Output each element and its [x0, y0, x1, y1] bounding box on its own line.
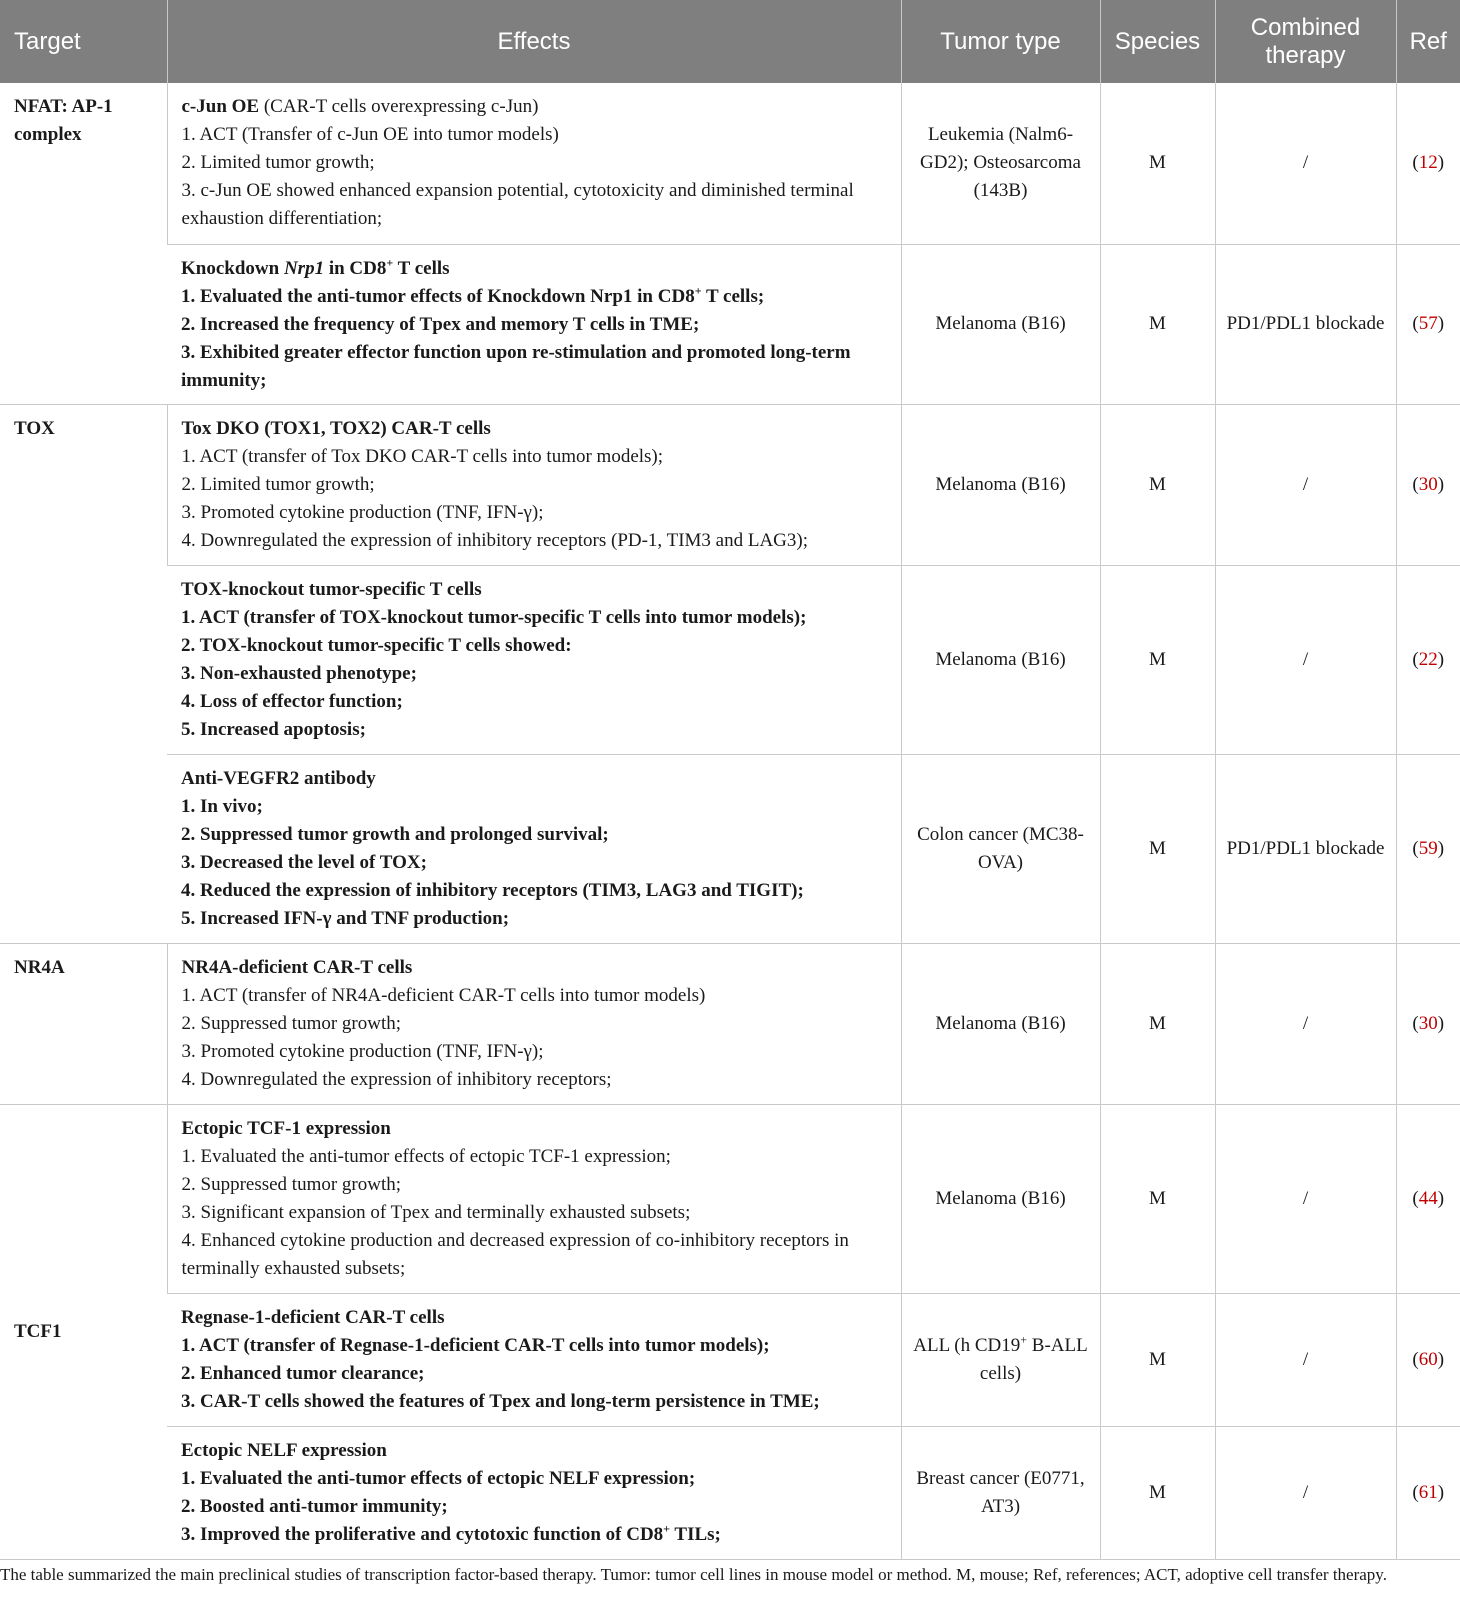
- combined-therapy-cell: /: [1215, 1104, 1396, 1293]
- header-effects: Effects: [167, 0, 901, 83]
- ref-link[interactable]: 61: [1418, 1481, 1438, 1503]
- ref-cell: [1396, 1426, 1460, 1559]
- table-row: [0, 565, 1460, 754]
- table-row: [0, 1293, 1460, 1426]
- table-row: [0, 754, 1460, 943]
- combined-therapy-cell: /: [1215, 1426, 1396, 1559]
- effects-cell: [167, 244, 901, 404]
- effect-line: 3. Promoted cytokine production (TNF, IFN-γ);: [181, 1040, 544, 1062]
- ref-open: (: [1412, 1012, 1419, 1034]
- effect-line: 1. ACT (transfer of Regnase-1-deficient CAR-T cells into tumor models);: [181, 1334, 770, 1356]
- effect-line: 4. Downregulated the expression of inhibitory receptors (PD-1, TIM3 and LAG3);: [181, 529, 809, 551]
- effect-line: 2. Suppressed tumor growth;: [181, 1173, 402, 1195]
- effect-line: 2. Increased the frequency of Tpex and memory T cells in TME;: [181, 313, 700, 335]
- effect-title-sup: +: [386, 255, 394, 270]
- species-cell: M: [1100, 244, 1215, 404]
- effect-line: 1. ACT (transfer of NR4A-deficient CAR-T cells into tumor models): [181, 984, 706, 1006]
- effect-title: NR4A-deficient CAR-T cells: [181, 956, 413, 978]
- combined-therapy-cell: /: [1215, 1293, 1396, 1426]
- target-cell: NFAT: AP-1 complex: [0, 83, 167, 404]
- ref-close: ): [1437, 648, 1445, 670]
- effect-line: 5. Increased apoptosis;: [181, 718, 366, 740]
- header-ref: Ref: [1396, 0, 1460, 83]
- species-cell: M: [1100, 1104, 1215, 1293]
- target-cell: TCF1: [0, 1104, 167, 1559]
- tumor-type-cell: [901, 1293, 1100, 1426]
- effect-line: 4. Enhanced cytokine production and decreased expression of co-inhibitory receptors in terminally exhausted subsets;: [181, 1229, 849, 1279]
- ref-cell: [1396, 754, 1460, 943]
- ref-open: (: [1412, 1481, 1419, 1503]
- effect-title: Regnase-1-deficient CAR-T cells: [181, 1306, 445, 1328]
- table-row: [0, 943, 1460, 1104]
- effects-cell: [167, 1426, 901, 1559]
- effect-title: Ectopic NELF expression: [181, 1439, 387, 1461]
- effect-title-suffix: (CAR-T cells overexpressing c-Jun): [259, 96, 539, 118]
- effect-line: 2. Limited tumor growth;: [181, 473, 375, 495]
- ref-open: (: [1412, 152, 1419, 174]
- effect-line: 1. ACT (transfer of TOX-knockout tumor-specific T cells into tumor models);: [181, 606, 807, 628]
- tumor-sup: +: [1020, 1332, 1028, 1347]
- effect-line-b: T cells;: [701, 285, 765, 307]
- header-target: Target: [0, 0, 167, 83]
- tumor-type-cell: Melanoma (B16): [901, 565, 1100, 754]
- effect-line: 1. ACT (transfer of Tox DKO CAR-T cells into tumor models);: [181, 445, 664, 467]
- effect-line: 4. Downregulated the expression of inhibitory receptors;: [181, 1068, 612, 1090]
- effect-line-sup: +: [663, 1521, 671, 1536]
- tumor-type-cell: Melanoma (B16): [901, 1104, 1100, 1293]
- effect-title: c-Jun OE: [181, 96, 260, 118]
- effect-line: 2. Boosted anti-tumor immunity;: [181, 1495, 448, 1517]
- tumor-text-b: B-ALL cells): [979, 1334, 1088, 1384]
- effect-title-italic: Nrp1: [283, 257, 325, 279]
- table-footnote: The table summarized the main preclinical studies of transcription factor-based therapy. Tumor: tumor cell lines in mouse model or method. M, mouse; Ref, references; ACT, adoptive cell transfer therapy.: [0, 1565, 1387, 1584]
- tumor-type-cell: Leukemia (Nalm6-GD2); Osteosarcoma (143B): [901, 83, 1100, 244]
- effect-title: TOX-knockout tumor-specific T cells: [181, 578, 482, 600]
- tumor-type-cell: Melanoma (B16): [901, 404, 1100, 565]
- table-row: [0, 404, 1460, 565]
- effect-line: 2. Enhanced tumor clearance;: [181, 1362, 425, 1384]
- effects-cell: [167, 754, 901, 943]
- effect-title-c: T cells: [393, 257, 450, 279]
- ref-cell: [1396, 1293, 1460, 1426]
- ref-close: ): [1437, 1348, 1445, 1370]
- ref-open: (: [1412, 473, 1419, 495]
- effect-title: Ectopic TCF-1 expression: [181, 1117, 391, 1139]
- ref-open: (: [1412, 313, 1419, 334]
- ref-close: ): [1437, 1187, 1445, 1209]
- effect-line: 2. Limited tumor growth;: [181, 152, 375, 174]
- ref-cell: [1396, 1104, 1460, 1293]
- effect-line-sup: +: [694, 283, 702, 298]
- table-row: [0, 1426, 1460, 1559]
- species-cell: M: [1100, 754, 1215, 943]
- effect-line: 3. Exhibited greater effector function upon re-stimulation and promoted long-term immunity;: [181, 341, 851, 391]
- ref-cell: [1396, 244, 1460, 404]
- effect-line: 3. Non-exhausted phenotype;: [181, 662, 417, 684]
- ref-link[interactable]: 57: [1418, 313, 1438, 334]
- ref-link[interactable]: 30: [1418, 473, 1438, 495]
- effect-line: 4. Reduced the expression of inhibitory receptors (TIM3, LAG3 and TIGIT);: [181, 879, 804, 901]
- target-cell: NR4A: [0, 943, 167, 1104]
- species-cell: M: [1100, 565, 1215, 754]
- effect-title-b: in CD8: [324, 257, 387, 279]
- species-cell: M: [1100, 404, 1215, 565]
- combined-therapy-cell: PD1/PDL1 blockade: [1215, 244, 1396, 404]
- ref-close: ): [1437, 152, 1445, 174]
- species-cell: M: [1100, 1293, 1215, 1426]
- effect-line: 3. Significant expansion of Tpex and terminally exhausted subsets;: [181, 1201, 691, 1223]
- header-row: [0, 0, 1460, 83]
- ref-link[interactable]: 22: [1418, 648, 1438, 670]
- tumor-type-cell: Breast cancer (E0771, AT3): [901, 1426, 1100, 1559]
- tumor-type-cell: Melanoma (B16): [901, 943, 1100, 1104]
- combined-therapy-cell: /: [1215, 943, 1396, 1104]
- ref-close: ): [1437, 837, 1445, 859]
- effect-line: 3. c-Jun OE showed enhanced expansion potential, cytotoxicity and diminished terminal exhaustion differentiation;: [181, 180, 854, 230]
- ref-close: ): [1437, 1012, 1445, 1034]
- effect-line-b: TILs;: [670, 1523, 721, 1545]
- ref-open: (: [1412, 1187, 1419, 1209]
- effect-line: 5. Increased IFN-γ and TNF production;: [181, 907, 510, 929]
- species-cell: M: [1100, 1426, 1215, 1559]
- combined-therapy-cell: /: [1215, 565, 1396, 754]
- target-cell: TOX: [0, 404, 167, 943]
- ref-open: (: [1412, 837, 1419, 859]
- ref-close: ): [1437, 313, 1445, 334]
- species-cell: M: [1100, 83, 1215, 244]
- effect-title-a: Knockdown: [181, 257, 284, 279]
- combined-therapy-cell: /: [1215, 83, 1396, 244]
- effects-cell: [167, 404, 901, 565]
- effect-line: 3. CAR-T cells showed the features of Tpex and long-term persistence in TME;: [181, 1390, 820, 1412]
- table-row: [0, 83, 1460, 244]
- ref-open: (: [1412, 1348, 1419, 1370]
- effect-line: 1. Evaluated the anti-tumor effects of ectopic TCF-1 expression;: [181, 1145, 671, 1167]
- effect-line: 1. ACT (Transfer of c-Jun OE into tumor models): [181, 124, 559, 146]
- ref-close: ): [1437, 473, 1445, 495]
- combined-therapy-cell: /: [1215, 404, 1396, 565]
- effect-title: Tox DKO (TOX1, TOX2) CAR-T cells: [181, 417, 491, 439]
- species-cell: M: [1100, 943, 1215, 1104]
- table-row: [0, 244, 1460, 404]
- ref-link[interactable]: 30: [1418, 1012, 1438, 1034]
- header-species: Species: [1100, 0, 1215, 83]
- effect-line: 2. Suppressed tumor growth;: [181, 1012, 402, 1034]
- header-combined-therapy: Combined therapy: [1215, 0, 1396, 83]
- ref-cell: [1396, 565, 1460, 754]
- effects-cell: [167, 1293, 901, 1426]
- effects-cell: [167, 83, 901, 244]
- table-row: [0, 1104, 1460, 1293]
- effects-cell: [167, 943, 901, 1104]
- effect-line-a: 1. Evaluated the anti-tumor effects of Knockdown Nrp1 in CD8: [181, 285, 695, 307]
- header-tumor-type: Tumor type: [901, 0, 1100, 83]
- effect-line: 3. Decreased the level of TOX;: [181, 851, 427, 873]
- effects-cell: [167, 1104, 901, 1293]
- effects-cell: [167, 565, 901, 754]
- ref-open: (: [1412, 648, 1419, 670]
- tumor-text-a: ALL (h CD19: [913, 1334, 1021, 1356]
- effect-title: Anti-VEGFR2 antibody: [181, 767, 376, 789]
- tumor-type-cell: Melanoma (B16): [901, 244, 1100, 404]
- tumor-type-cell: Colon cancer (MC38-OVA): [901, 754, 1100, 943]
- ref-cell: [1396, 404, 1460, 565]
- ref-link[interactable]: 59: [1418, 837, 1438, 859]
- effect-line: 1. In vivo;: [181, 795, 263, 817]
- effect-line: 3. Promoted cytokine production (TNF, IFN-γ);: [181, 501, 544, 523]
- combined-therapy-cell: PD1/PDL1 blockade: [1215, 754, 1396, 943]
- effect-line: 1. Evaluated the anti-tumor effects of ectopic NELF expression;: [181, 1467, 696, 1489]
- ref-link[interactable]: 12: [1418, 152, 1438, 174]
- effect-line: 2. Suppressed tumor growth and prolonged survival;: [181, 823, 609, 845]
- effect-line: 4. Loss of effector function;: [181, 690, 403, 712]
- ref-close: ): [1437, 1481, 1445, 1503]
- effect-line-a: 3. Improved the proliferative and cytotoxic function of CD8: [181, 1523, 664, 1545]
- ref-cell: [1396, 83, 1460, 244]
- ref-link[interactable]: 44: [1418, 1187, 1438, 1209]
- ref-cell: [1396, 943, 1460, 1104]
- effect-line: 2. TOX-knockout tumor-specific T cells showed:: [181, 634, 572, 656]
- ref-link[interactable]: 60: [1418, 1348, 1438, 1370]
